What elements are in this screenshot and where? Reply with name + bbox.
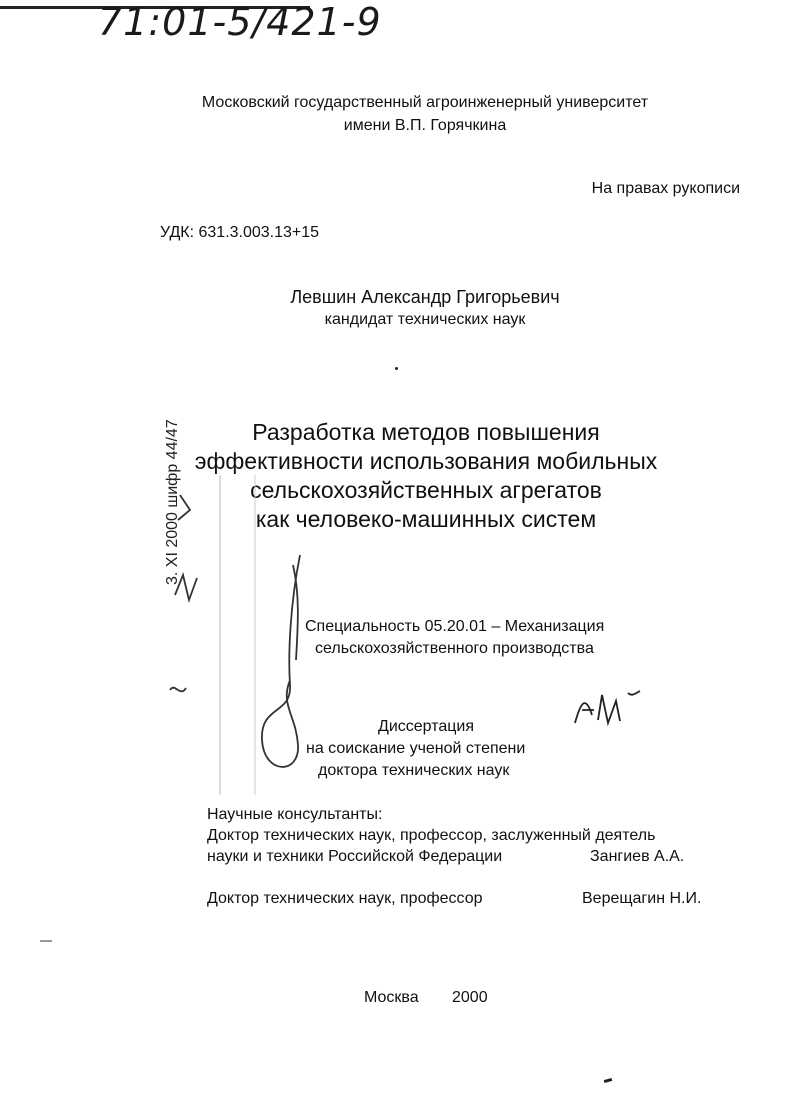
dissertation-title-line-2: эффективности использования мобильных (194, 448, 658, 474)
bottom-scan-mark (604, 1078, 613, 1083)
dissertation-title-line-4: как человеко-машинных систем (255, 506, 597, 532)
author-name: Левшин Александр Григорьевич (290, 287, 560, 307)
margin-tick-mark (40, 940, 52, 942)
advisor-1-title-line-1: Доктор технических наук, профессор, заслуженный деятель (207, 827, 656, 844)
dissertation-line-3: доктора технических наук (318, 762, 510, 779)
advisor-2-title: Доктор технических наук, профессор (207, 890, 483, 907)
udc-code: УДК: 631.3.003.13+15 (160, 224, 320, 241)
dissertation-title-line-1: Разработка методов повышения (252, 419, 600, 445)
footer-year: 2000 (452, 989, 488, 1006)
advisor-1-title-line-2: науки и техники Российской Федерации (207, 848, 503, 865)
institution-line-2: имени В.П. Горячкина (343, 117, 507, 134)
dissertation-line-1: Диссертация (377, 718, 475, 735)
dissertation-title-line-3: сельскохозяйственных агрегатов (250, 477, 602, 503)
scan-dot-mark (395, 367, 398, 370)
dissertation-line-2: на соискание ученой степени (306, 740, 526, 757)
manuscript-rights-note: На правах рукописи (591, 180, 740, 197)
advisor-1-name: Зангиев А.А. (590, 848, 685, 865)
footer-city: Москва (364, 989, 419, 1006)
author-degree: кандидат технических наук (324, 311, 526, 328)
specialty-line-1: Специальность 05.20.01 – Механизация (305, 618, 605, 635)
handwritten-archive-number: 71:01-5/421-9 (98, 0, 382, 44)
specialty-line-2: сельскохозяйственного производства (315, 640, 594, 657)
advisor-2-name: Верещагин Н.И. (582, 890, 702, 907)
advisors-heading: Научные консультанты: (207, 806, 383, 823)
institution-line-1: Московский государственный агроинженерный университет (201, 94, 649, 111)
stamp-handwritten-date: 3. XI 2000 шифр 44/47 (164, 419, 181, 585)
